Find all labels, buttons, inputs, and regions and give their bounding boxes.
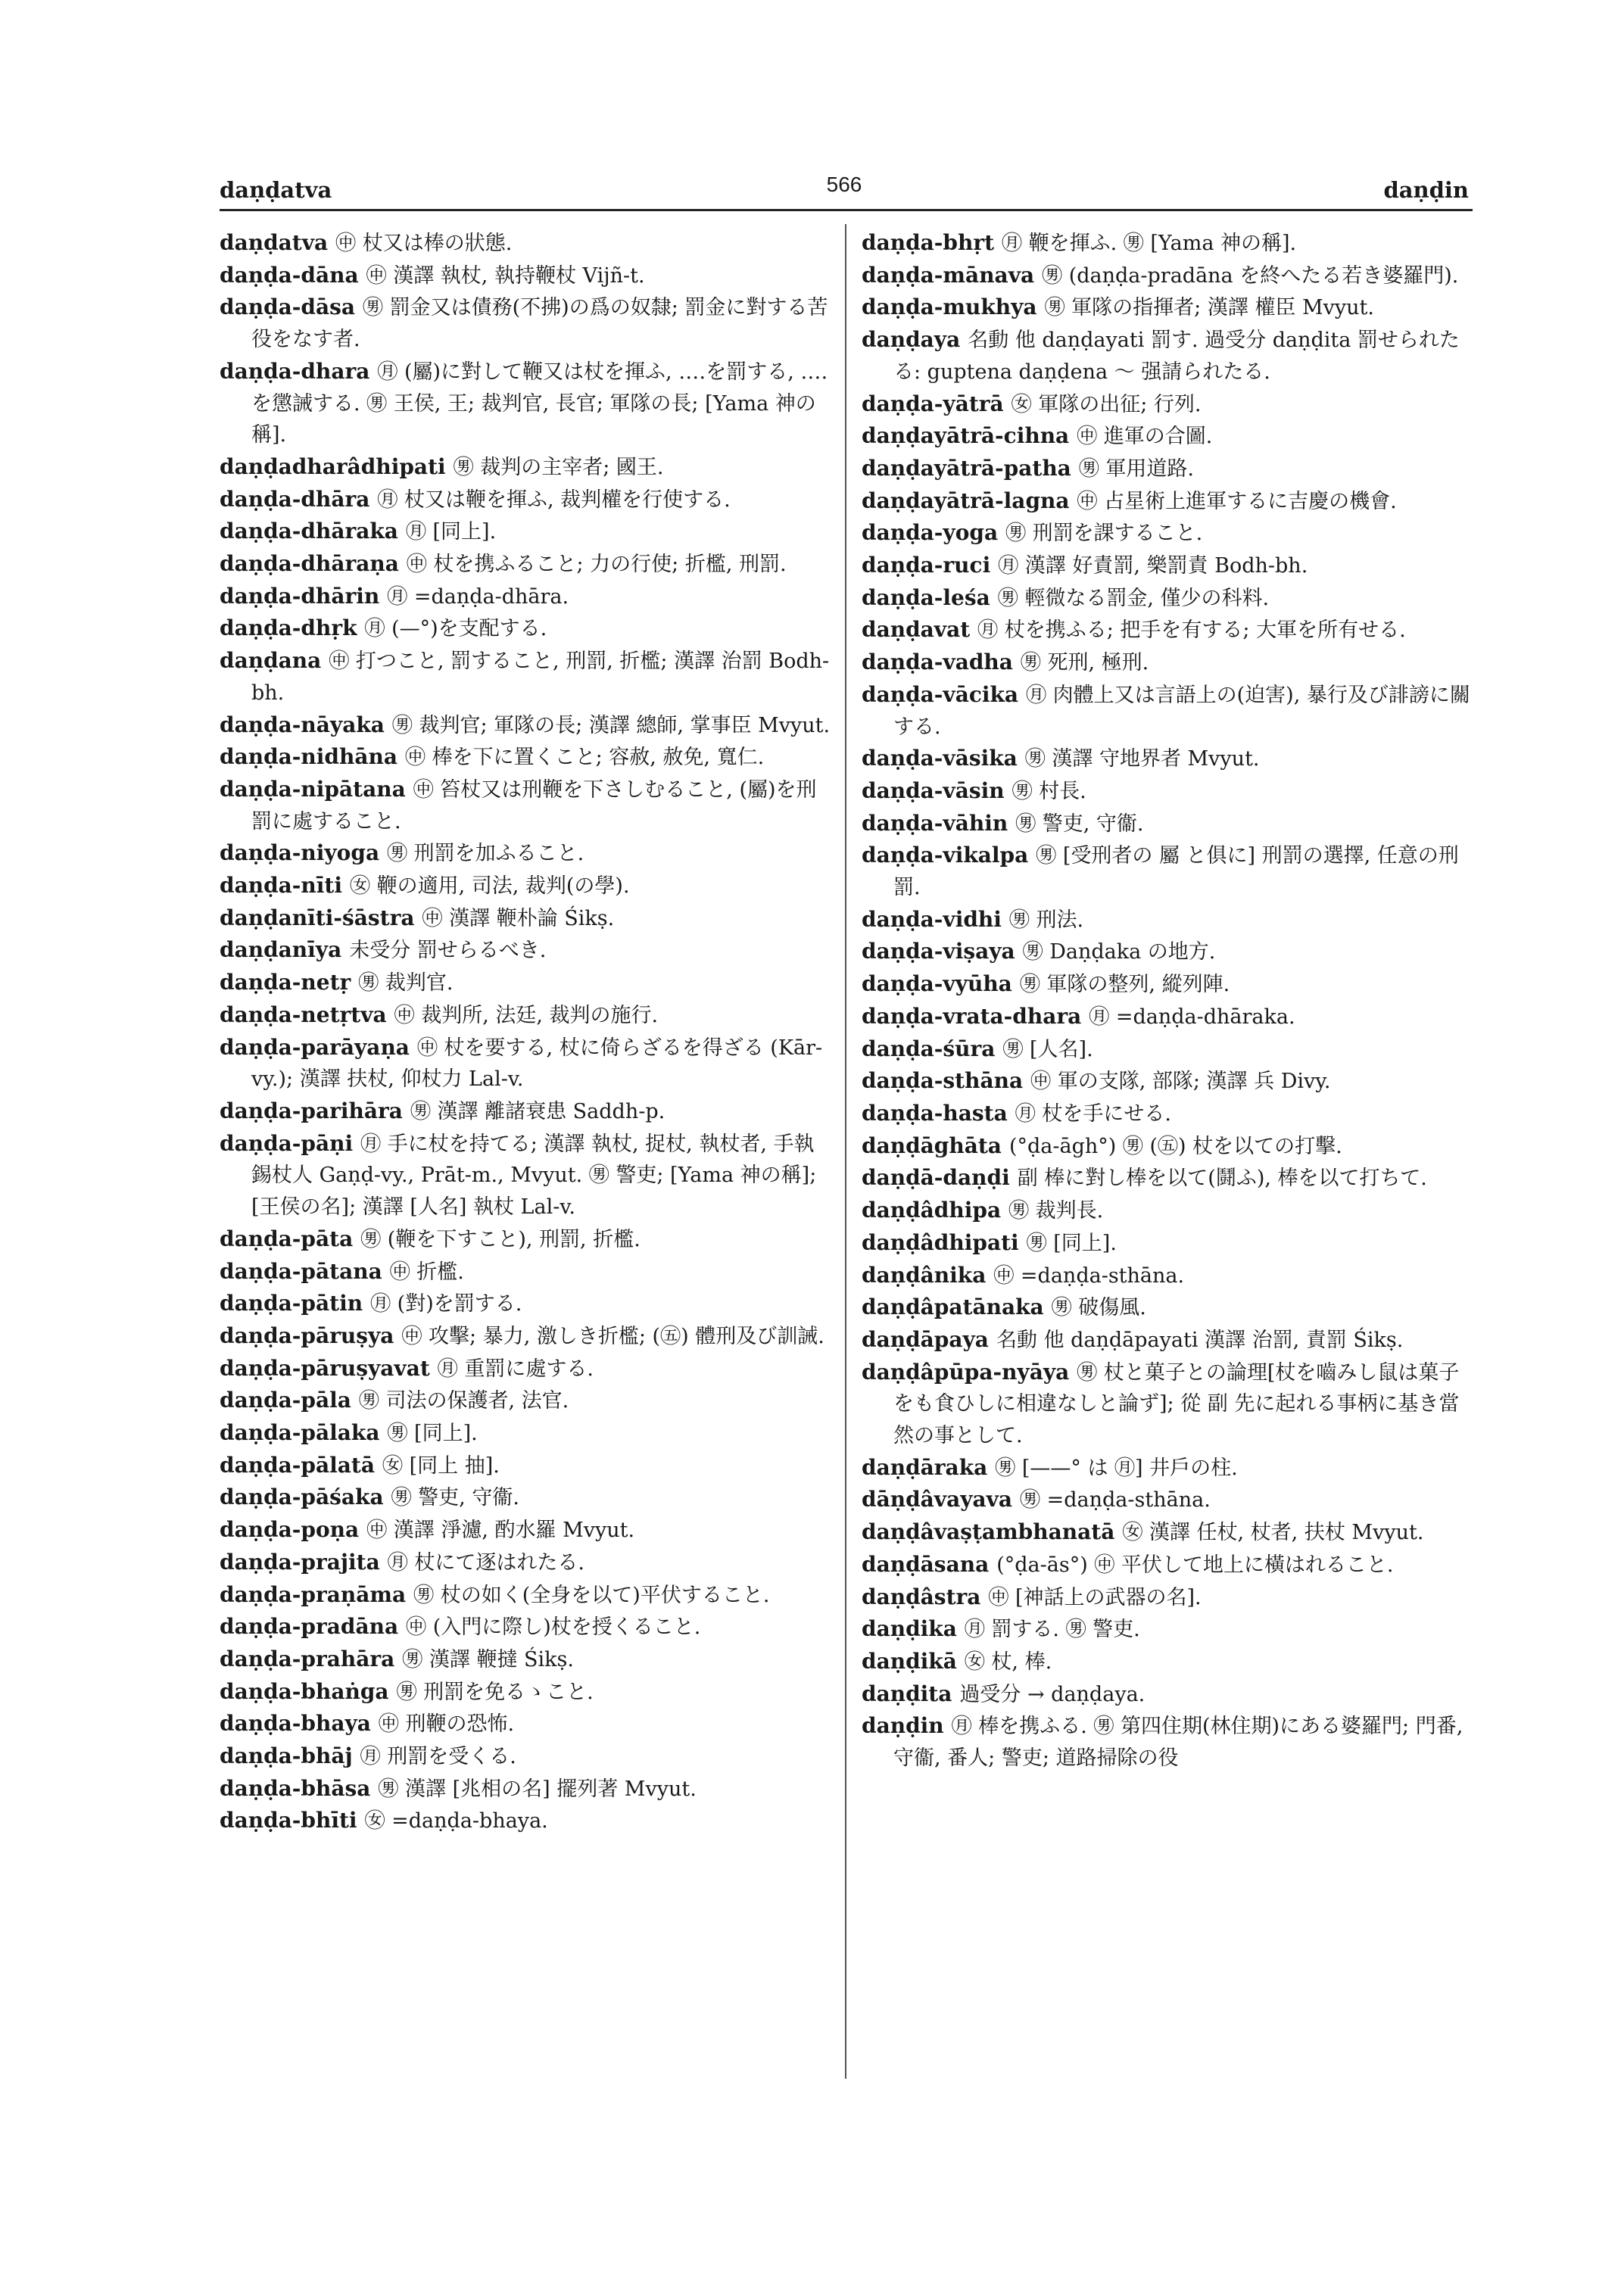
entry-definition: ㊊ 杖にて逐はれたる. — [387, 1550, 584, 1575]
entry-headword: daṇḍa-mānava — [862, 262, 1035, 288]
entry-definition: ㊥ 打つこと, 罰すること, 刑罰, 折檻; 漢譯 治罰 Bodh-bh. — [251, 650, 830, 705]
entry-headword: daṇḍāsana — [862, 1551, 990, 1577]
dictionary-entry — [220, 1481, 833, 1514]
entry-definition: ㊥ 漢譯 執杖, 執持鞭杖 Vijñ-t. — [366, 263, 645, 288]
entry-definition: ㊚ 軍隊の整列, 縱列陣. — [1019, 973, 1230, 997]
dictionary-entry — [220, 1223, 833, 1256]
entry-headword: daṇḍa-bhīti — [220, 1808, 357, 1833]
entry-definition: ㊚ [受刑者の 屬 と俱に] 刑罰の選擇, 任意の刑罰. — [893, 844, 1459, 900]
entry-headword: daṇḍa-yātrā — [862, 391, 1004, 416]
dictionary-entry — [220, 1773, 833, 1805]
entry-headword: daṇḍa-pāśaka — [220, 1485, 384, 1510]
dictionary-entry — [862, 420, 1479, 453]
entry-definition: ㊥ (入門に際し)杖を授くること. — [406, 1615, 701, 1640]
entry-definition: ㊥ 棒を下に置くこと; 容赦, 赦免, 寬仁. — [405, 746, 765, 770]
entry-headword: daṇḍa-bhāsa — [220, 1775, 371, 1801]
entry-headword: daṇḍa-vikalpa — [862, 843, 1029, 868]
entry-headword: daṇḍa-prajita — [220, 1549, 380, 1575]
entry-headword: daṇḍa-ruci — [862, 553, 991, 578]
entry-definition: ㊚ 杖と菓子との論理[杖を嚙みし鼠は菓子をも食ひしに相違なしと論ず]; 從 副 先に起れる事柄に基き當然の事として. — [893, 1360, 1460, 1448]
dictionary-entry — [862, 388, 1479, 421]
dictionary-entry — [220, 581, 833, 613]
entry-headword: daṇḍa-pālaka — [220, 1420, 380, 1446]
dictionary-entry — [862, 1130, 1479, 1163]
dictionary-entry — [220, 870, 833, 902]
entry-headword: daṇḍa-pāta — [220, 1226, 354, 1251]
entry-headword: daṇḍa-mukhya — [862, 294, 1037, 320]
entry-definition: ㊚ [同上]. — [1026, 1231, 1117, 1255]
dictionary-entry — [220, 1514, 833, 1547]
dictionary-entry — [862, 614, 1479, 646]
entry-definition: ㊥ 刑鞭の恐怖. — [378, 1712, 515, 1737]
dictionary-entry — [862, 1098, 1479, 1130]
entry-headword: daṇḍa-pradāna — [220, 1614, 399, 1640]
entry-definition: ㊊ 罰する. ㊚ 警吏. — [964, 1618, 1140, 1642]
entry-definition: ㊥ 漢譯 淨濾, 酌水羅 Mvyut. — [366, 1519, 635, 1543]
entry-headword: daṇḍana — [220, 648, 322, 674]
entry-definition: ㊥ 進軍の合圖. — [1077, 425, 1213, 449]
entry-headword: daṇḍa-dhṛk — [220, 615, 357, 641]
page-number: 566 — [826, 173, 862, 196]
dictionary-entry — [862, 840, 1479, 903]
entry-definition: ㊚ [人名]. — [1002, 1037, 1093, 1061]
entry-definition: ㊚ 警吏, 守衞. — [1015, 812, 1144, 836]
dictionary-entry — [862, 1549, 1479, 1581]
entry-headword: daṇḍin — [862, 1713, 944, 1739]
entry-definition: ㊚ 刑罰を課すること. — [1005, 522, 1203, 546]
right-column — [862, 227, 1479, 1774]
dictionary-entry — [862, 1516, 1479, 1549]
entry-headword: daṇḍa-vācika — [862, 681, 1019, 707]
entry-headword: daṇḍa-bhaya — [220, 1711, 371, 1737]
dictionary-entry — [220, 837, 833, 870]
entry-definition: 過受分 → daṇḍaya. — [959, 1682, 1146, 1706]
entry-definition: ㊊ 重罰に處する. — [437, 1357, 594, 1381]
dictionary-entry — [862, 291, 1479, 324]
dictionary-entry — [220, 1805, 833, 1837]
entry-headword: daṇḍa-śūra — [862, 1036, 996, 1061]
running-header — [220, 173, 1469, 218]
entry-headword: daṇḍa-vidhi — [862, 906, 1002, 932]
entry-headword: daṇḍa-vyūha — [862, 971, 1012, 997]
entry-headword: daṇḍa-poṇa — [220, 1517, 360, 1543]
dictionary-entry — [220, 1353, 833, 1385]
dictionary-entry — [220, 1611, 833, 1643]
entry-definition: ㊚ 漢譯 鞭撻 Śikṣ. — [402, 1647, 574, 1671]
dictionary-entry — [862, 1678, 1479, 1711]
entry-headword: daṇḍa-nāyaka — [220, 712, 385, 737]
dictionary-entry — [862, 1227, 1479, 1260]
entry-headword: daṇḍayātrā-patha — [862, 455, 1071, 481]
entry-definition: ㊊ 鞭を揮ふ. ㊚ [Yama 神の稱]. — [1002, 232, 1297, 255]
dictionary-entry — [862, 1195, 1479, 1227]
dictionary-entry — [220, 1095, 833, 1128]
entry-definition: ㊚ (daṇḍa-pradāna を終へたる若き婆羅門). — [1042, 263, 1459, 288]
entry-definition: ㊥ 攻擊; 暴力, 激しき折檻; (㊄) 體刑及び訓誡. — [401, 1324, 824, 1348]
dictionary-entry — [862, 1001, 1479, 1033]
entry-definition: ㊚ 警吏, 守衞. — [391, 1486, 519, 1510]
dictionary-entry — [220, 1579, 833, 1612]
entry-definition: ㊚ 司法の保護者, 法官. — [358, 1389, 569, 1413]
entry-headword: daṇḍa-parāyaṇa — [220, 1034, 410, 1060]
entry-definition: 名動 他 daṇḍayati 罰す. 過受分 daṇḍita 罰せられたる: guptena daṇḍena ～ 强請られたる. — [893, 329, 1460, 384]
dictionary-entry — [862, 1291, 1479, 1324]
entry-headword: daṇḍa-vāhin — [862, 810, 1008, 836]
dictionary-entry — [220, 999, 833, 1032]
dictionary-entry — [862, 1357, 1479, 1452]
dictionary-entry — [862, 1324, 1479, 1357]
dictionary-entry — [220, 774, 833, 837]
entry-headword: daṇḍa-praṇāma — [220, 1581, 407, 1607]
entry-headword: daṇḍa-leśa — [862, 584, 990, 610]
dictionary-entry — [220, 1417, 833, 1450]
entry-definition: ㊚ 刑罰を加ふること. — [387, 842, 584, 866]
entry-definition: ㊊ 棒を携ふる. ㊚ 第四住期(林住期)にある婆羅門; 門番, 守衞, 番人; 警吏; 道路掃除の役 — [893, 1715, 1463, 1771]
entry-headword: daṇḍayātrā-cihna — [862, 423, 1070, 449]
entry-definition: ㊚ 罰金又は債務(不拂)の爲の奴隸; 罰金に對する苦役をなす者. — [251, 296, 828, 352]
entry-definition: ㊚ 輕微なる罰金, 僅少の科料. — [997, 586, 1270, 610]
dictionary-entry — [862, 775, 1479, 808]
entry-definition: ㊥ 折檻. — [389, 1260, 464, 1284]
dictionary-entry — [862, 679, 1479, 743]
entry-definition: ㊊ =daṇḍa-dhāraka. — [1089, 1005, 1295, 1029]
entry-definition: ㊛ =daṇḍa-bhaya. — [364, 1809, 548, 1833]
entry-headword: daṇḍa-pālatā — [220, 1452, 375, 1478]
entry-definition: ㊥ 占星術上進軍するに吉慶の機會. — [1077, 489, 1397, 513]
dictionary-entry — [220, 1128, 833, 1223]
dictionary-entry — [862, 227, 1479, 260]
entry-definition: ㊚ 裁判の主宰者; 國王. — [453, 455, 664, 479]
dictionary-entry — [862, 968, 1479, 1001]
dictionary-entry — [862, 904, 1479, 936]
entry-definition: ㊚ Daṇḍaka の地方. — [1022, 940, 1216, 964]
entry-headword: daṇḍa-vrata-dhara — [862, 1003, 1082, 1029]
entry-headword: daṇḍa-dhārin — [220, 583, 380, 609]
dictionary-entry — [220, 967, 833, 999]
dictionary-entry — [220, 612, 833, 645]
entry-definition: ㊚ 裁判官. — [358, 971, 454, 995]
entry-headword: daṇḍadharâdhipati — [220, 453, 446, 479]
entry-definition: (°ḍa-āgh°) ㊚ (㊄) 杖を以ての打擊. — [1008, 1134, 1342, 1158]
left-column — [220, 227, 833, 1837]
entry-headword: daṇḍa-dāsa — [220, 294, 356, 320]
entry-definition: ㊚ 死刑, 極刑. — [1020, 651, 1149, 675]
entry-headword: daṇḍâpūpa-nyāya — [862, 1359, 1070, 1385]
dictionary-entry — [220, 484, 833, 516]
entry-definition: ㊥ 漢譯 鞭朴論 Śikṣ. — [422, 906, 615, 930]
entry-definition: ㊛ [同上 抽]. — [382, 1453, 500, 1478]
entry-definition: ㊚ 杖の如く(全身を以て)平伏すること. — [413, 1583, 770, 1607]
column-divider — [845, 224, 846, 2079]
entry-headword: daṇḍa-nīti — [220, 873, 342, 899]
dictionary-entry — [220, 645, 833, 709]
dictionary-entry — [220, 1547, 833, 1579]
entry-headword: daṇḍa-vāsika — [862, 746, 1018, 771]
dictionary-entry — [862, 936, 1479, 968]
dictionary-entry — [220, 934, 833, 967]
entry-definition: ㊚ 裁判官; 軍隊の長; 漢譯 總師, 掌事臣 Mvyut. — [391, 713, 831, 737]
entry-headword: daṇḍa-dhāraka — [220, 519, 398, 544]
entry-headword: daṇḍâpatānaka — [862, 1294, 1044, 1320]
dictionary-entry — [220, 741, 833, 774]
entry-headword: daṇḍanīya — [220, 937, 342, 963]
dictionary-entry — [862, 1260, 1479, 1292]
entry-definition: (°ḍa-ās°) ㊥ 平伏して地上に橫はれること. — [996, 1553, 1394, 1577]
dictionary-entry — [220, 291, 833, 355]
entry-headword: daṇḍa-pāruṣya — [220, 1323, 394, 1348]
entry-headword: daṇḍa-parihāra — [220, 1098, 403, 1123]
entry-headword: dāṇḍâvayava — [862, 1487, 1013, 1513]
entry-headword: daṇḍa-pāla — [220, 1388, 351, 1413]
entry-headword: daṇḍayātrā-lagna — [862, 488, 1070, 513]
entry-definition: ㊊ 杖を携ふる; 把手を有する; 大軍を所有せる. — [977, 618, 1406, 643]
entry-definition: ㊥ 笞杖又は刑鞭を下さしむること, (屬)を刑罰に處すること. — [251, 777, 817, 833]
entry-definition: ㊚ [同上]. — [387, 1422, 478, 1446]
dictionary-entry — [220, 709, 833, 742]
dictionary-entry — [862, 808, 1479, 840]
entry-headword: daṇḍa-bhāj — [220, 1743, 353, 1769]
entry-definition: ㊊ =daṇḍa-dhāra. — [387, 584, 569, 609]
entry-headword: daṇḍāpaya — [862, 1326, 989, 1352]
entry-definition: ㊥ =daṇḍa-sthāna. — [993, 1263, 1185, 1288]
dictionary-entry — [220, 1676, 833, 1709]
entry-headword: daṇḍa-yoga — [862, 520, 999, 546]
entry-definition: ㊚ 村長. — [1011, 779, 1086, 803]
dictionary-entry — [862, 260, 1479, 292]
dictionary-entry — [862, 453, 1479, 485]
entry-headword: daṇḍaya — [862, 327, 961, 353]
entry-headword: daṇḍa-pātana — [220, 1258, 382, 1284]
entry-definition: ㊊ 刑罰を受くる. — [360, 1745, 516, 1769]
entry-definition: ㊊ (—°)を支配する. — [364, 617, 547, 641]
entry-headword: daṇḍa-pāruṣyavat — [220, 1355, 430, 1381]
entry-definition: ㊛ 軍隊の出征; 行列. — [1011, 392, 1202, 416]
entry-headword: daṇḍita — [862, 1681, 952, 1706]
dictionary-entry — [862, 1033, 1479, 1066]
entry-definition: ㊚ 軍用道路. — [1078, 456, 1194, 481]
dictionary-entry — [862, 1613, 1479, 1646]
dictionary-entry — [862, 1646, 1479, 1678]
entry-definition: ㊊ (對)を罰する. — [370, 1292, 522, 1316]
dictionary-entry — [862, 1452, 1479, 1485]
dictionary-entry — [220, 1740, 833, 1773]
entry-headword: daṇḍatva — [220, 230, 329, 255]
header-left-guide-word: daṇḍatva — [220, 177, 332, 203]
entry-headword: daṇḍa-dhara — [220, 358, 370, 384]
entry-headword: daṇḍa-hasta — [862, 1100, 1008, 1126]
entry-headword: daṇḍavat — [862, 617, 971, 643]
dictionary-entry — [862, 324, 1479, 388]
dictionary-entry — [220, 451, 833, 484]
entry-definition: ㊊ 杖又は鞭を揮ふ, 裁判權を行使する. — [377, 488, 731, 512]
entry-definition: 副 棒に對し棒を以て(鬪ふ), 棒を以て打ちて. — [1017, 1167, 1427, 1191]
entry-headword: daṇḍa-sthāna — [862, 1068, 1024, 1094]
entry-definition: ㊚ 刑法. — [1008, 908, 1084, 932]
entry-headword: daṇḍikā — [862, 1648, 957, 1674]
entry-definition: ㊊ 手に杖を持てる; 漢譯 執杖, 捉杖, 執杖者, 手執錫杖人 Gaṇḍ-vy., Prāt-m., Mvyut. ㊚ 警吏; [Yama 神の稱]; [王侯の名]; 漢譯 [人名] 執杖 Lal-v. — [251, 1132, 817, 1220]
entry-headword: daṇḍa-dhāra — [220, 486, 370, 512]
dictionary-entry — [862, 1581, 1479, 1614]
entry-headword: daṇḍâdhipa — [862, 1198, 1002, 1223]
entry-definition: ㊥ 杖を要する, 杖に倚らざるを得ざる (Kār-vy.); 漢譯 扶杖, 仰杖力 Lal-v. — [251, 1036, 823, 1092]
entry-definition: 未受分 罰せらるべき. — [349, 939, 547, 963]
entry-definition: ㊥ [神話上の武器の名]. — [988, 1585, 1202, 1609]
dictionary-entry — [862, 1484, 1479, 1516]
entry-definition: ㊊ [同上]. — [405, 520, 497, 544]
entry-definition: ㊥ 軍の支隊, 部隊; 漢譯 兵 Divy. — [1030, 1070, 1331, 1094]
entry-headword: daṇḍa-bhṛt — [862, 230, 995, 255]
entry-headword: daṇḍa-netṛ — [220, 970, 351, 995]
dictionary-entry — [220, 1288, 833, 1320]
dictionary-entry — [220, 1032, 833, 1095]
entry-headword: daṇḍa-netṛtva — [220, 1002, 387, 1027]
dictionary-entry — [862, 582, 1479, 615]
entry-headword: daṇḍa-dāna — [220, 262, 359, 288]
dictionary-entry — [862, 485, 1479, 518]
entry-definition: ㊚ 漢譯 離諸衰患 Saddh-p. — [410, 1099, 665, 1123]
entry-headword: daṇḍāghāta — [862, 1132, 1002, 1158]
entry-definition: ㊥ 杖又は棒の狀態. — [335, 232, 513, 255]
entry-headword: daṇḍa-pātin — [220, 1291, 363, 1316]
dictionary-entry — [862, 1710, 1479, 1774]
entry-headword: daṇḍa-dhāraṇa — [220, 551, 399, 577]
dictionary-entry — [862, 743, 1479, 775]
dictionary-entry — [220, 260, 833, 292]
entry-definition: ㊚ 漢譯 守地界者 Mvyut. — [1024, 747, 1260, 771]
entry-definition: ㊚ 破傷風. — [1051, 1296, 1146, 1320]
entry-headword: daṇḍa-nidhāna — [220, 744, 397, 770]
entry-headword: daṇḍa-pāṇi — [220, 1130, 354, 1156]
header-rule — [220, 209, 1473, 211]
entry-headword: daṇḍa-nipātana — [220, 776, 406, 802]
entry-headword: daṇḍa-prahāra — [220, 1646, 395, 1671]
entry-headword: daṇḍa-vadha — [862, 650, 1013, 675]
entry-headword: daṇḍa-niyoga — [220, 840, 380, 866]
dictionary-entry — [220, 902, 833, 935]
entry-headword: daṇḍika — [862, 1616, 957, 1642]
dictionary-entry — [220, 548, 833, 581]
entry-definition: ㊊ 漢譯 好責罰, 樂罰責 Bodh-bh. — [998, 554, 1308, 578]
entry-definition: ㊊ 肉體上又は言語上の(迫害), 暴行及び誹謗に關する. — [893, 683, 1470, 739]
dictionary-entry — [220, 1385, 833, 1417]
entry-headword: daṇḍāraka — [862, 1454, 988, 1480]
entry-definition: ㊚ 刑罰を免るゝこと. — [396, 1680, 594, 1704]
entry-headword: daṇḍa-vāsin — [862, 777, 1005, 803]
entry-headword: daṇḍâstra — [862, 1584, 981, 1609]
dictionary-entry — [862, 1162, 1479, 1195]
entry-headword: daṇḍâvaṣṭambhanatā — [862, 1519, 1115, 1545]
entry-definition: ㊚ 漢譯 [兆相の名] 擺列著 Mvyut. — [378, 1777, 697, 1801]
entry-definition: ㊛ 漢譯 任杖, 杖者, 扶杖 Mvyut. — [1122, 1521, 1424, 1545]
entry-definition: ㊚ =daṇḍa-sthāna. — [1020, 1488, 1211, 1513]
entry-headword: daṇḍanīti-śāstra — [220, 905, 415, 930]
dictionary-entry — [862, 550, 1479, 582]
entry-definition: ㊥ 杖を携ふること; 力の行使; 折檻, 刑罰. — [406, 553, 787, 577]
entry-definition: 名動 他 daṇḍāpayati 漢譯 治罰, 責罰 Śikṣ. — [996, 1328, 1404, 1352]
dictionary-entry — [220, 1320, 833, 1353]
entry-definition: ㊛ 鞭の適用, 司法, 裁判(の學). — [349, 874, 630, 899]
entry-headword: daṇḍâdhipati — [862, 1229, 1019, 1255]
entry-headword: daṇḍânika — [862, 1262, 987, 1288]
dictionary-entry — [220, 1450, 833, 1482]
entry-definition: ㊊ (屬)に對して鞭又は杖を揮ふ, ‥‥を罰する, ‥‥を懲誡する. ㊚ 王侯, 王; 裁判官, 長官; 軍隊の長; [Yama 神の稱]. — [251, 360, 828, 447]
dictionary-entry — [220, 1256, 833, 1288]
entry-definition: ㊛ 杖, 棒. — [964, 1650, 1052, 1674]
entry-definition: ㊚ [——° は ㊊] 井戶の柱. — [995, 1456, 1238, 1480]
dictionary-entry — [220, 516, 833, 548]
entry-headword: daṇḍa-bhaṅga — [220, 1678, 389, 1704]
dictionary-entry — [220, 356, 833, 451]
entry-definition: ㊚ 軍隊の指揮者; 漢譯 權臣 Mvyut. — [1044, 296, 1374, 320]
dictionary-entry — [862, 646, 1479, 679]
dictionary-entry — [862, 517, 1479, 550]
dictionary-entry — [220, 227, 833, 260]
dictionary-entry — [220, 1708, 833, 1740]
entry-definition: ㊚ (鞭を下すこと), 刑罰, 折檻. — [360, 1227, 641, 1251]
entry-definition: ㊊ 杖を手にせる. — [1015, 1101, 1171, 1126]
dictionary-entry — [862, 1065, 1479, 1098]
entry-definition: ㊚ 裁判長. — [1008, 1199, 1104, 1223]
header-right-guide-word: daṇḍin — [1383, 177, 1469, 203]
dictionary-entry — [220, 1643, 833, 1676]
entry-definition: ㊥ 裁判所, 法廷, 裁判の施行. — [394, 1003, 659, 1027]
entry-headword: daṇḍa-viṣaya — [862, 939, 1015, 964]
entry-headword: daṇḍā-daṇḍi — [862, 1165, 1010, 1191]
